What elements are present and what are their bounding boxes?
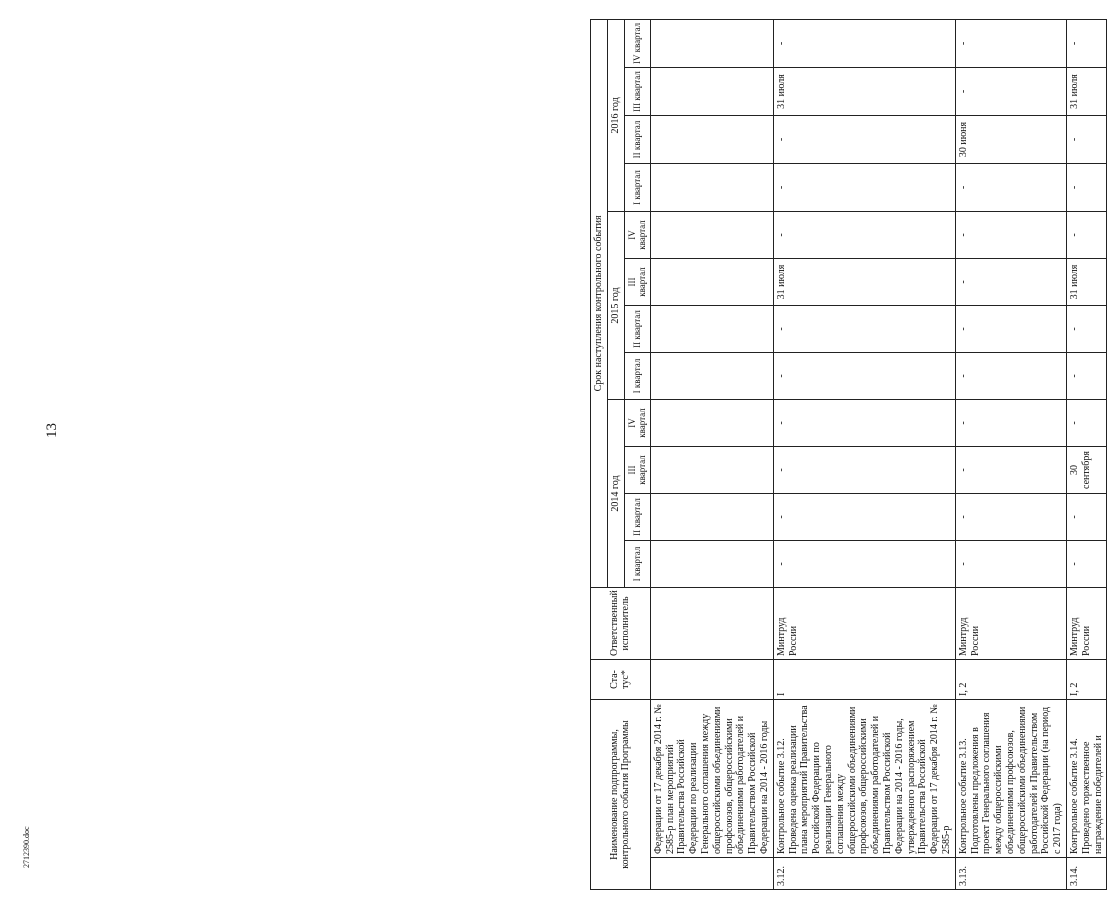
header-quarter: II квартал [624,306,650,353]
quarter-cell: - [955,164,1066,212]
quarter-cell: - [955,400,1066,447]
quarter-cell: - [1066,353,1106,400]
quarter-cell: - [955,494,1066,541]
quarter-cell: 31 июля [1066,259,1106,306]
quarter-cell: - [955,353,1066,400]
header-name: Наименование подпрограммы, контрольного события Программы [591,700,651,890]
quarter-cell: - [955,306,1066,353]
control-events-table [590,19,1107,890]
quarter-cell: - [773,212,955,259]
quarter-cell: - [955,447,1066,494]
row-number: 3.13. [955,858,1066,890]
header-quarter: II квартал [624,494,650,541]
quarter-cell: 31 июля [773,259,955,306]
quarter-cell [650,353,773,400]
event-name: Контрольное событие 3.14. Проведено торжественное награждение победителей и [1066,700,1106,858]
quarter-cell [650,116,773,164]
header-year-2016: 2016 год [607,19,624,211]
row-number: 3.12. [773,858,955,890]
quarter-cell [650,447,773,494]
table-row [955,19,1066,889]
event-name: Контрольное событие 3.13. Подготовлены предложения в проект Генерального соглашения между общероссийскими объединениями профсоюзов, общероссийскими объединениями работодателей и Правительством Российской Федерации (на период с 2017 года) [955,700,1066,858]
quarter-cell: - [1066,541,1106,588]
header-quarter: II квартал [624,116,650,164]
status-cell [650,660,773,700]
header-quarter: IV квартал [624,212,650,259]
quarter-cell: - [773,447,955,494]
table-row [1066,19,1106,889]
quarter-cell: - [1066,494,1106,541]
quarter-cell: - [1066,306,1106,353]
quarter-cell: - [955,259,1066,306]
header-status: Ста-тус* [591,660,651,700]
quarter-cell [650,19,773,67]
quarter-cell: - [773,306,955,353]
event-name: Контрольное событие 3.12. Проведена оценка реализации плана мероприятий Правительства Российской Федерации по реализации Генерального соглашения между общероссийскими объединениями профсоюзов, общероссийскими объединениями работодателей и Правительством Российской Федерации на 2014 - 2016 годы, утвержденного распоряжением Правительства Российской Федерации от 17 декабря 2014 г. № 2585-р [773,700,955,858]
quarter-cell: 31 июля [1066,68,1106,116]
quarter-cell: - [955,19,1066,67]
quarter-cell: 30 сентября [1066,447,1106,494]
quarter-cell: - [1066,19,1106,67]
quarter-cell [650,400,773,447]
header-executor: Ответственный исполнитель [591,588,651,660]
quarter-cell: - [773,353,955,400]
header-quarter: III квартал [624,68,650,116]
quarter-cell: - [773,116,955,164]
header-deadline: Срок наступления контрольного события [591,19,608,587]
table-body [650,19,1106,889]
rotated-page-content [590,20,1115,890]
quarter-cell: - [773,494,955,541]
row-number: 3.14. [1066,858,1106,890]
quarter-cell: - [1066,164,1106,212]
executor-cell: Минтруд России [1066,588,1106,660]
quarter-cell: - [955,68,1066,116]
quarter-cell [650,541,773,588]
header-quarter: I квартал [624,541,650,588]
table-row [650,19,773,889]
header-year-2015: 2015 год [607,212,624,400]
header-quarter: IV квартал [624,400,650,447]
status-cell: I, 2 [1066,660,1106,700]
quarter-cell: 30 июня [955,116,1066,164]
quarter-cell: - [955,541,1066,588]
quarter-cell: - [773,541,955,588]
row-number [650,858,773,890]
event-name: Федерации от 17 декабря 2014 г. № 2585-р план мероприятий Правительства Российской Федерации по реализации Генерального соглашения между общероссийскими объединениями профсоюзов, общероссийскими объединениями работодателей и Правительством Российской Федерации на 2014 - 2016 годы [650,700,773,858]
document-filename: 2712390.doc [22,826,31,868]
quarter-cell: - [1066,212,1106,259]
status-cell: I [773,660,955,700]
quarter-cell: - [773,164,955,212]
header-quarter: III квартал [624,447,650,494]
header-quarter: III квартал [624,259,650,306]
quarter-cell: - [773,400,955,447]
quarter-cell: - [1066,116,1106,164]
header-year-2014: 2014 год [607,400,624,588]
executor-cell: Минтруд России [955,588,1066,660]
header-quarter: I квартал [624,164,650,212]
executor-cell: Минтруд России [773,588,955,660]
quarter-cell: - [1066,400,1106,447]
status-cell: I, 2 [955,660,1066,700]
quarter-cell [650,68,773,116]
quarter-cell: - [773,19,955,67]
quarter-cell [650,494,773,541]
header-quarter: IV квартал [624,19,650,67]
quarter-cell [650,212,773,259]
quarter-cell [650,164,773,212]
table-row [773,19,955,889]
header-quarter: I квартал [624,353,650,400]
quarter-cell [650,306,773,353]
executor-cell [650,588,773,660]
quarter-cell: 31 июля [773,68,955,116]
page-number: 13 [44,423,60,438]
quarter-cell: - [955,212,1066,259]
quarter-cell [650,259,773,306]
